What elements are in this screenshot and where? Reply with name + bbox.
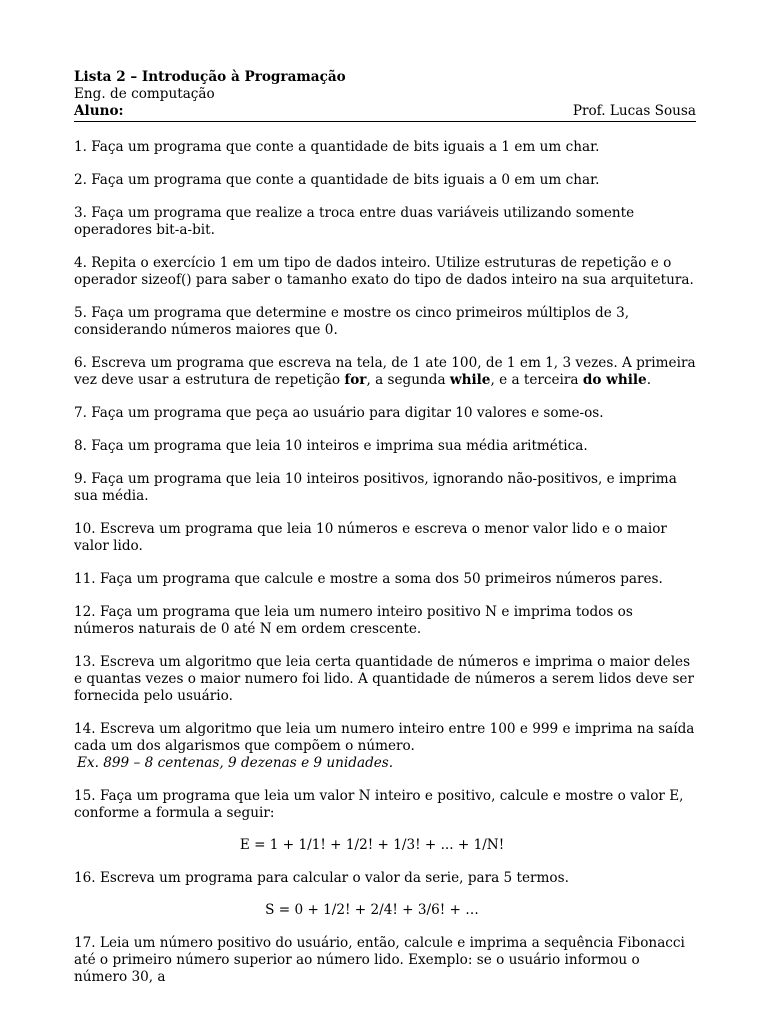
question-7: 7. Faça um programa que peça ao usuário para digitar 10 valores e some-os. (74, 405, 604, 421)
question-5: 5. Faça um programa que determine e mostre os cinco primeiros múltiplos de 3, considerando números maiores que 0. (74, 305, 630, 338)
question-4: 4. Repita o exercício 1 em um tipo de dados inteiro. Utilize estruturas de repetição e o operador sizeof() para saber o tamanho exato do tipo de dados inteiro na sua arquitetura. (74, 255, 694, 288)
formula-s: S = 0 + 1/2! + 2/4! + 3/6! + … (265, 902, 479, 918)
question-6-text-a: 6. Escreva um programa que escreva na tela, de 1 ate 100, de 1 em 1, 3 vezes. A primeira vez deve usar a estrutura de repetição (74, 355, 696, 388)
question-12: 12. Faça um programa que leia um numero inteiro positivo N e imprima todos os números naturais de 0 até N em ordem crescente. (74, 604, 633, 637)
question-6-text-c: , e a terceira (490, 372, 583, 388)
document-title: Lista 2 – Introdução à Programação (74, 69, 346, 85)
keyword-do-while: do while (582, 372, 647, 388)
question-6-text-d: . (646, 372, 652, 388)
question-1: 1. Faça um programa que conte a quantidade de bits iguais a 1 em um char. (74, 139, 600, 155)
question-10: 10. Escreva um programa que leia 10 números e escreva o menor valor lido e o maior valor lido. (74, 521, 667, 554)
question-9: 9. Faça um programa que leia 10 inteiros positivos, ignorando não-positivos, e imprima sua média. (74, 471, 677, 504)
formula-e: E = 1 + 1/1! + 1/2! + 1/3! + ... + 1/N! (239, 837, 505, 853)
document-page (74, 69, 696, 986)
question-15: 15. Faça um programa que leia um valor N inteiro e positivo, calcule e mostre o valor E, conforme a formula a seguir: (74, 788, 684, 821)
question-11: 11. Faça um programa que calcule e mostre a soma dos 50 primeiros números pares. (74, 571, 663, 587)
keyword-while: while (449, 372, 491, 388)
question-2: 2. Faça um programa que conte a quantidade de bits iguais a 0 em um char. (74, 172, 600, 188)
question-13: 13. Escreva um algoritmo que leia certa quantidade de números e imprima o maior deles e quantas vezes o maior numero foi lido. A quantidade de números a serem lidos deve ser fornecida pelo usuário. (74, 654, 694, 704)
question-16: 16. Escreva um programa para calcular o valor da serie, para 5 termos. (74, 870, 569, 886)
professor-name: Prof. Lucas Sousa (572, 103, 696, 119)
question-6 (74, 355, 696, 389)
course-name: Eng. de computação (74, 86, 215, 102)
question-14-example: Ex. 899 – 8 centenas, 9 dezenas e 9 unidades. (77, 755, 394, 771)
student-label: Aluno: (74, 103, 124, 119)
question-14 (74, 721, 696, 772)
question-3: 3. Faça um programa que realize a troca entre duas variáveis utilizando somente operadores bit-a-bit. (74, 205, 635, 238)
question-17: 17. Leia um número positivo do usuário, então, calcule e imprima a sequência Fibonacci até o primeiro número superior ao número lido. Exemplo: se o usuário informou o número 30, a (74, 935, 685, 985)
keyword-for: for (344, 372, 367, 388)
header-row (74, 103, 696, 122)
question-8: 8. Faça um programa que leia 10 inteiros e imprima sua média aritmética. (74, 438, 588, 454)
question-14-text: 14. Escreva um algoritmo que leia um numero inteiro entre 100 e 999 e imprima na saída cada um dos algarismos que compõem o número. (74, 721, 695, 754)
question-6-text-b: , a segunda (366, 372, 450, 388)
